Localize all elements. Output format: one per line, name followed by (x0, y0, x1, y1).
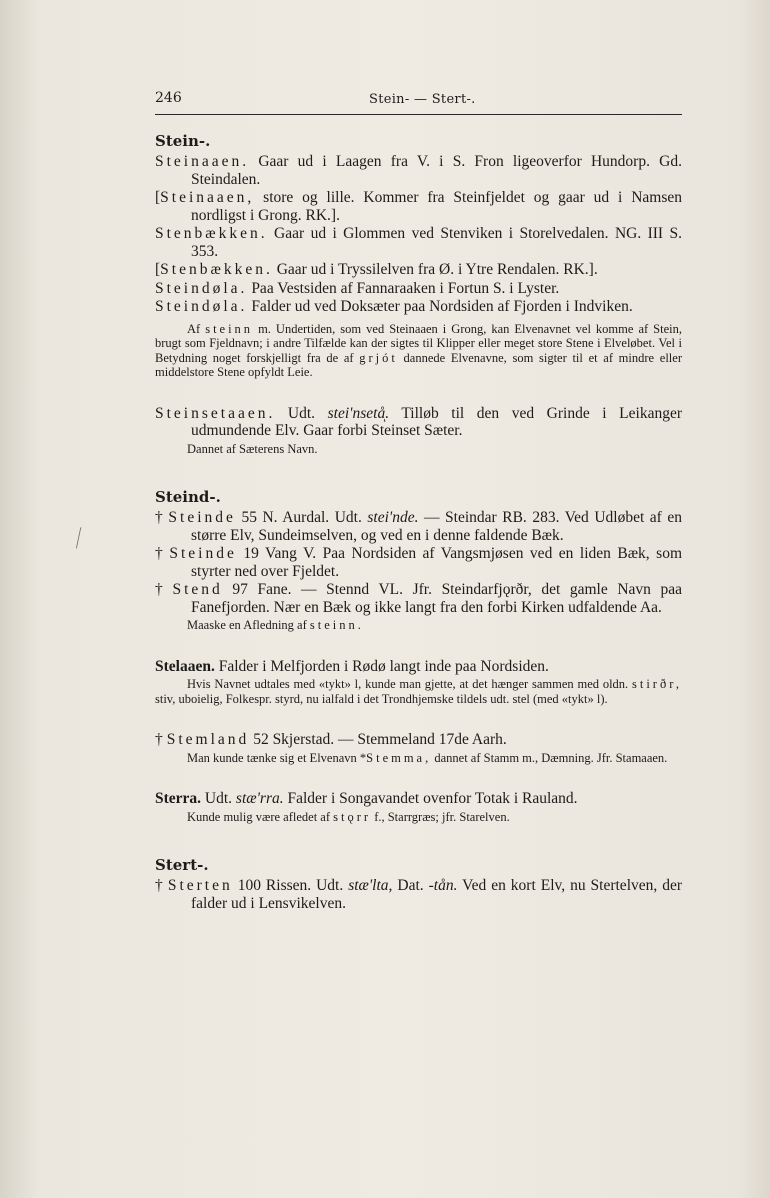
page-content (155, 124, 682, 913)
entry-stemland: † Stemland 52 Skjerstad. — Stemmeland 17de Aarh. (155, 731, 507, 748)
entry-steindola-1: Steindøla. Paa Vestsiden af Fannaraaken i Fortun S. i Lyster. (155, 279, 560, 297)
page-header (155, 88, 682, 115)
entry-steinaaen-2: [Steinaaen, store og lille. Kommer fra Steinfjeldet og gaar ud i Namsen nordligst i Grong. RK.]. (155, 189, 682, 224)
running-title: Stein- — Stert-. (369, 92, 476, 107)
note-stein: Af steinn m. Undertiden, som ved Steinaaen i Grong, kan Elvenavnet vel komme af Stein, brugt som Fjeldnavn; i andre Tilfælde kan der sigtes til Klipper eller meget store Stene i Elveløbet. Vel i Betydning noget forskjelligt fra de af grjót dannede Elvenavne, som sigter til et af mindre eller middelstore Stene opfyldt Leie. (155, 321, 682, 379)
margin-pencil-mark (76, 527, 84, 549)
note-sterra: Kunde mulig være afledet af stǫrr f., Starrgræs; jfr. Starelven. (187, 809, 510, 824)
section-heading-stein: Stein-. (155, 132, 211, 150)
entry-sterra: Sterra. Udt. stæ'rra. Falder i Songavandet ovenfor Totak i Rauland. (155, 790, 578, 807)
entry-stenbaekken-1: Stenbækken. Gaar ud i Glommen ved Stenviken i Storelvedalen. NG. III S. 353. (155, 225, 682, 260)
note-stelaaen: Hvis Navnet udtales med «tykt» l, kunde man gjette, at det hænger sammen med oldn. stirðr, stiv, uboielig, Folkespr. styrd, nu ialfald i det Trondhjemske tildels udt. stel (med «tykt» l). (155, 677, 682, 706)
note-steinset: Dannet af Sæterens Navn. (187, 441, 318, 456)
entry-stend: † Stend 97 Fane. — Stennd VL. Jfr. Steindarfjǫrðr, det gamle Navn paa Fanefjorden. Nær en Bæk og ikke langt fra den forbi Kirken udfaldende Aa. (155, 581, 682, 616)
note-stemland: Man kunde tænke sig et Elvenavn *Stemma, dannet af Stamm m., Dæmning. Jfr. Stamaaen. (187, 750, 668, 765)
entry-sterten: † Sterten 100 Rissen. Udt. stæ'lta, Dat. -tån. Ved en kort Elv, nu Stertelven, der falder ud i Lensvikelven. (155, 877, 683, 912)
note-steind: Maaske en Afledning af steinn. (187, 618, 364, 632)
section-heading-steind: Steind-. (155, 488, 221, 506)
entry-steinde-1: † Steinde 55 N. Aurdal. Udt. stei'nde. — Steindar RB. 283. Ved Udløbet af en større Elv, Sundeimselven, og ved en i denne faldende Bæk. (155, 509, 683, 544)
page-number: 246 (155, 90, 182, 106)
entry-stelaaen: Stelaaen. Falder i Melfjorden i Rødø langt inde paa Nordsiden. (155, 657, 549, 675)
entry-steinde-2: † Steinde 19 Vang V. Paa Nordsiden af Vangsmjøsen ved en liden Bæk, som styrter ned over Fjeldet. (155, 545, 682, 580)
entry-stenbaekken-2: [Stenbækken. Gaar ud i Tryssilelven fra Ø. i Ytre Rendalen. RK.]. (155, 261, 598, 278)
section-heading-stert: Stert-. (155, 856, 209, 874)
entry-steinaaen-1: Steinaaen. Gaar ud i Laagen fra V. i S. Fron ligeoverfor Hundorp. Gd. Steindalen. (155, 153, 682, 188)
entry-steinsetaaen: Steinsetaaen. Udt. stei'nsetåͅ. Tilløb til den ved Grinde i Leikanger udmundende Elv. Gaar forbi Steinset Sæter. (155, 404, 683, 439)
entry-steindola-2: Steindøla. Falder ud ved Doksæter paa Nordsiden af Fjorden i Indviken. (155, 298, 633, 315)
